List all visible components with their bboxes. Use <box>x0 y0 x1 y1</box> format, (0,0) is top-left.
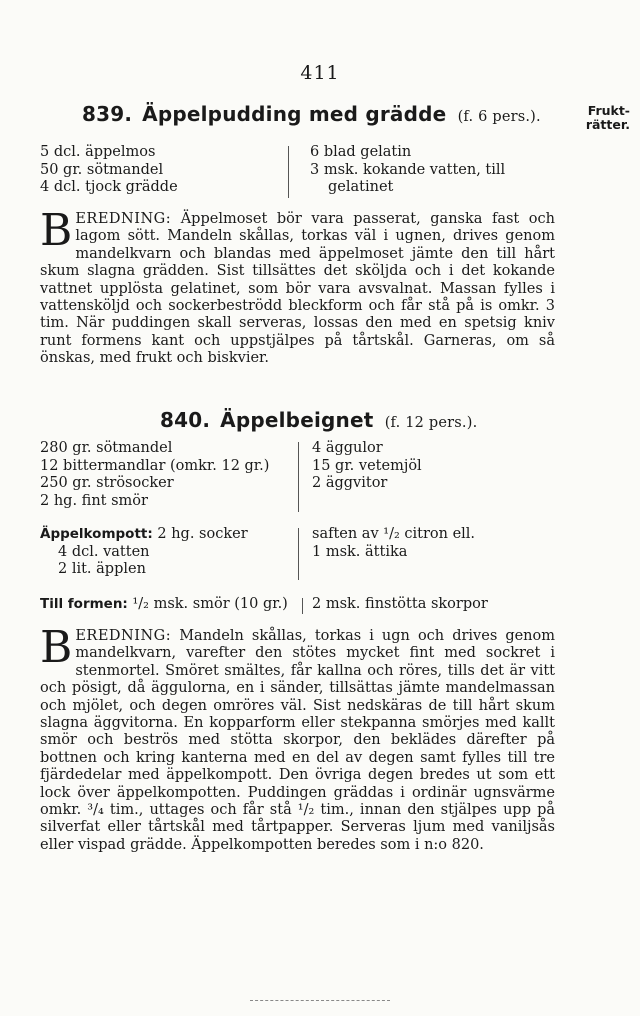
column-divider <box>288 146 289 198</box>
form-label: Till formen: <box>40 596 128 612</box>
ingredient: 2 msk. finstötta skorpor <box>312 596 488 612</box>
recipe-840-ingredients-left <box>40 440 269 510</box>
ingredient: ¹/₂ msk. smör (10 gr.) <box>132 596 288 612</box>
ingredient: 1 msk. ättika <box>312 543 408 560</box>
recipe-840-method <box>40 622 555 854</box>
ingredient: saften av ¹/₂ citron ell. <box>312 526 476 542</box>
compote-right <box>312 526 475 561</box>
ingredient: 15 gr. vetemjöl <box>312 457 422 474</box>
form-right <box>312 596 488 614</box>
recipe-839-ingredients-right <box>310 144 505 197</box>
recipe-839-heading <box>82 102 541 126</box>
recipe-840-form <box>40 596 560 616</box>
ingredient: gelatinet <box>328 179 394 195</box>
form-left <box>40 596 288 614</box>
recipe-839-ingredients-left <box>40 144 178 197</box>
method-lead: EREDNING: <box>75 211 172 227</box>
column-divider <box>298 528 299 580</box>
ingredient: 4 dcl. vatten <box>58 543 150 560</box>
ingredient: 3 msk. kokande vatten, till <box>310 161 506 178</box>
recipe-840-ingredients <box>40 440 560 514</box>
ingredient: 280 gr. sötmandel <box>40 440 173 456</box>
ingredient: 50 gr. sötmandel <box>40 161 164 178</box>
recipe-840-number: 840. <box>160 408 211 432</box>
column-divider <box>298 442 299 512</box>
side-note <box>560 104 630 132</box>
ingredient: 250 gr. strösocker <box>40 475 174 491</box>
recipe-840-heading <box>160 408 477 432</box>
recipe-839-portion: (f. 6 pers.). <box>457 109 541 125</box>
side-note-line-2: rätter. <box>585 117 630 132</box>
ingredient: 4 dcl. tjock grädde <box>40 179 178 195</box>
recipe-840-ingredients-right <box>312 440 422 493</box>
column-divider <box>302 598 303 614</box>
dropcap: B <box>40 205 73 256</box>
ingredient: 2 lit. äpplen <box>58 561 146 577</box>
compote-left <box>40 526 248 579</box>
compote-label: Äppelkompott: <box>40 526 153 542</box>
recipe-839-ingredients <box>40 144 560 200</box>
ingredient: 2 äggvitor <box>312 475 388 491</box>
method-text: Äppelmoset bör vara passerat, ganska fast och lagom sött. Mandeln skållas, torkas väl i ugnen, drives genom mandelkvarn och blandas med äppelmoset jämte den till hårt skum slagna grädden. Sist tillsättes det sköljda och i det kokande vattnet upplösta gelatinet, som bör vara avsvalnat. Massan fylles i vattensköljd och sockerbeströdd bleckform och får stå på is omkr. 3 tim. När puddingen skall serveras, lossas den med en spetsig kniv runt formens kant och uppstjälpes på tårtskål. Garneras, om så önskas, med frukt och biskvier. <box>40 211 555 367</box>
method-text: Mandeln skållas, torkas i ugn och drives genom mandelkvarn, varefter den stötes mycket fint med sockret i stenmortel. Smöret smältes, får kallna och röres, tills det är vitt och pösigt, då äggulorna, en i sänder, tillsättas jämte mandelmassan och mjölet, och degen omröres väl. Sist nedskäras de till hårt skum slagna äggvitorna. En kopparform eller stekpanna smörjes med kallt smör och beströs med stötta skorpor, den beklädes därefter på bottnen och kring kanterna med en del av degen samt fylles till tre fjärdedelar med äppelkompott. Den övriga degen bredes ut som ett lock över äppelkompotten. Puddingen gräddas i ordinär ugnsvärme omkr. ³/₄ tim., uttages och får stå ¹/₂ tim., innan den stjälpes upp på silverfat eller tårtskål med tårtpapper. Serveras ljum med vaniljsås eller vispad grädde. Äppelkompotten beredes som i n:o 820. <box>40 628 555 853</box>
bottom-rule <box>250 1000 390 1001</box>
dropcap: B <box>40 622 73 673</box>
ingredient: 12 bittermandlar (omkr. 12 gr.) <box>40 457 270 474</box>
ingredient: 2 hg. fint smör <box>40 492 148 509</box>
recipe-840-title: Äppelbeignet <box>220 408 374 432</box>
ingredient: 4 äggulor <box>312 440 383 456</box>
recipe-839-method <box>40 205 555 368</box>
recipe-840-portion: (f. 12 pers.). <box>384 415 478 431</box>
ingredient: 6 blad gelatin <box>310 144 412 160</box>
recipe-839-number: 839. <box>82 102 133 126</box>
recipe-839-title: Äppelpudding med grädde <box>142 102 447 126</box>
recipe-840-compote <box>40 526 560 582</box>
page-number: 411 <box>300 62 340 84</box>
ingredient: 5 dcl. äppelmos <box>40 144 156 160</box>
side-note-line-1: Frukt- <box>587 103 630 118</box>
ingredient: 2 hg. socker <box>157 526 248 542</box>
method-lead: EREDNING: <box>75 628 172 644</box>
